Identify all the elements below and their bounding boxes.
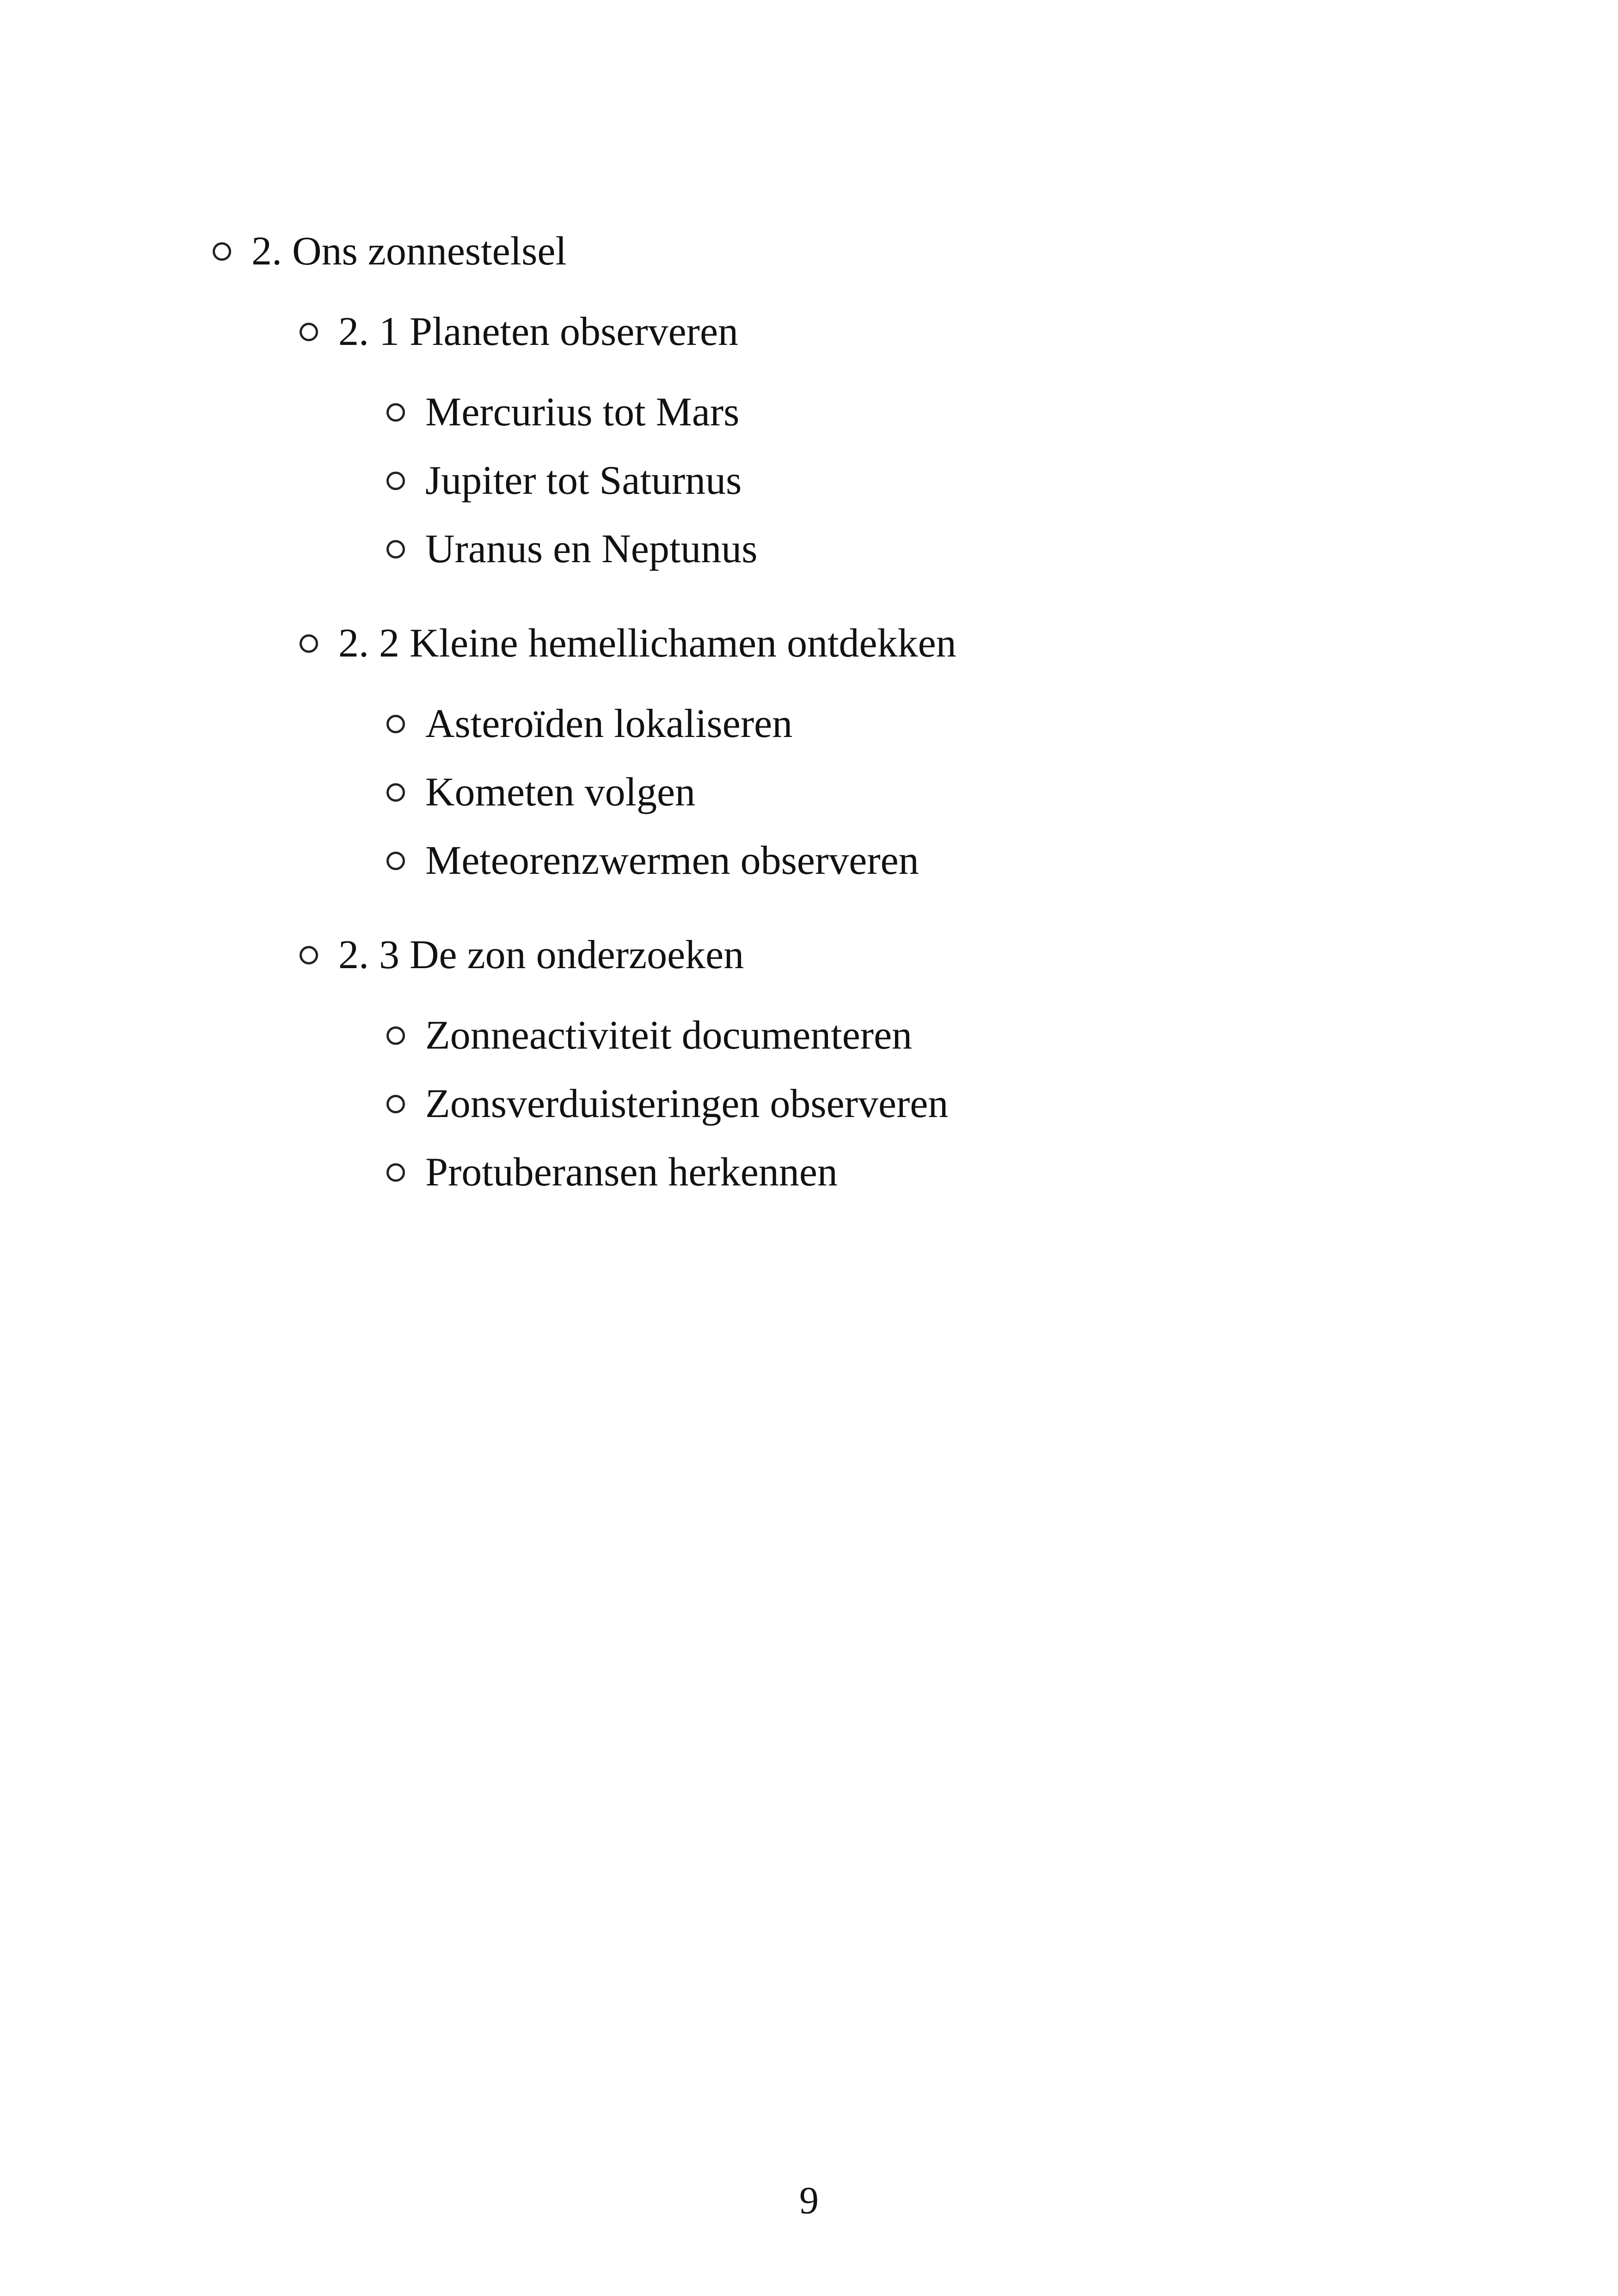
list-item: [386, 1001, 1507, 1070]
chapter-title: 2. Ons zonnestelsel: [251, 229, 567, 274]
hollow-circle-bullet-icon: [300, 323, 318, 341]
list-item: [386, 515, 1507, 583]
list-item-label: Protuberansen herkennen: [425, 1150, 838, 1195]
list-item: [386, 1138, 1507, 1207]
list-item-label: Jupiter tot Saturnus: [425, 458, 742, 503]
list-item: [386, 447, 1507, 515]
section-title: 2. 1 Planeten observeren: [338, 309, 739, 354]
hollow-circle-bullet-icon: [386, 540, 405, 559]
page-number: 9: [799, 2179, 819, 2222]
list-item-section: [300, 298, 1507, 366]
list-item: [386, 378, 1507, 447]
hollow-circle-bullet-icon: [386, 715, 405, 733]
list-item: [386, 1070, 1507, 1138]
list-item-section: [300, 609, 1507, 678]
hollow-circle-bullet-icon: [386, 1095, 405, 1113]
list-item-label: Kometen volgen: [425, 770, 696, 815]
list-item: [386, 827, 1507, 895]
hollow-circle-bullet-icon: [300, 634, 318, 653]
hollow-circle-bullet-icon: [386, 1026, 405, 1045]
section-title: 2. 2 Kleine hemellichamen ontdekken: [338, 621, 956, 666]
hollow-circle-bullet-icon: [386, 403, 405, 422]
list-item-chapter: [213, 217, 1507, 286]
list-item-label: Asteroïden lokaliseren: [425, 701, 793, 746]
hollow-circle-bullet-icon: [213, 242, 231, 261]
list-item-label: Zonsverduisteringen observeren: [425, 1081, 949, 1126]
outline-list: [213, 217, 1507, 1207]
hollow-circle-bullet-icon: [386, 852, 405, 870]
hollow-circle-bullet-icon: [300, 946, 318, 964]
list-item: [386, 758, 1507, 827]
hollow-circle-bullet-icon: [386, 472, 405, 490]
hollow-circle-bullet-icon: [386, 783, 405, 802]
hollow-circle-bullet-icon: [386, 1163, 405, 1182]
list-item: [386, 690, 1507, 758]
list-item-label: Zonneactiviteit documenteren: [425, 1013, 913, 1058]
list-item-label: Meteorenzwermen observeren: [425, 838, 919, 883]
list-item-section: [300, 921, 1507, 989]
list-item-label: Mercurius tot Mars: [425, 390, 740, 435]
section-title: 2. 3 De zon onderzoeken: [338, 933, 744, 977]
list-item-label: Uranus en Neptunus: [425, 527, 758, 571]
